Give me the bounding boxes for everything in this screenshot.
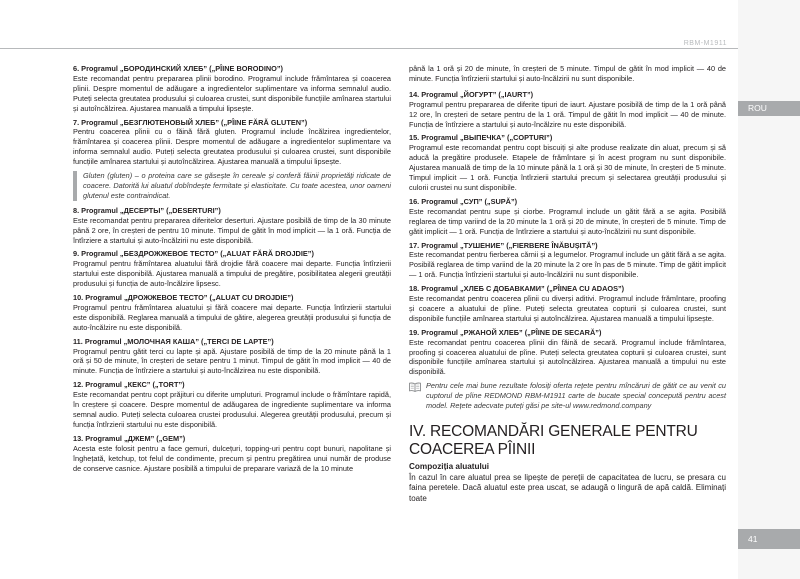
note-bar [73, 171, 77, 201]
book-icon [409, 382, 421, 392]
program-title: 11. Programul „МОЛОЧНАЯ КАША” („TERCI DE LAPTE”) [73, 336, 274, 346]
program-section [73, 434, 391, 474]
recipe-note [409, 381, 726, 411]
program-body: Este recomandat pentru prepararea diferitelor deserturi. Ajustare posibilă de timp de la 30 minute până 2 ore, în creșteri de pentru 10 minute. Timpul de gătit în mod implicit — la 1 oră. Funcția de întîrziere a startului și auto-încălzirii nu este disponibilă. [73, 215, 391, 245]
left-column [73, 64, 391, 477]
program-body: Este recomandat pentru coacerea pîinii din făină de secară. Programul include frămîntarea, proofing și coacerea aluatului de pîine. Puteți selecta greutatea copturii și culoarea crustei, sunt disponibile funcțiile amînarea startului și autoîncălzirea. Ajustarea manuală a timpului nu este disponibilă. [409, 337, 726, 377]
right-column [409, 64, 726, 504]
program-body: Este recomandat pentru fierberea cărnii și a legumelor. Programul include un gătit fără a se agita. Posibilă reglarea de timp variind de la 20 minute la 2 ore în pas de 5 minute. Timp de gătit implicit — 1 oră. Funcția întîrzierii startului și auto-încălzirii nu sunt disponibile. [409, 250, 726, 280]
program-section [73, 337, 391, 377]
program-body: Programul pentru frămîntarea aluatului și fără coacere mai departe. Funcția întîrzierii startului este disponibilă. Reglarea manuală a timpului de gătire, alegerea greutății produsului și funcția de auto-încălzire nu este disponibilă. [73, 302, 391, 332]
program-section [73, 64, 391, 114]
recipe-note-text: Pentru cele mai bune rezultate folosiți oferta rețete pentru mîncăruri de gătit ce au venit cu cuptorul de pîine REDMOND RBM-M1911 carte de bucate special concepută pentru acest model. Rețete adecvate puteți găsi pe site-ul www.redmond.company [426, 381, 726, 411]
subheading: Compoziția aluatului [409, 462, 490, 471]
language-tab: ROU [738, 101, 800, 116]
program-title: 17. Programul „ТУШЕНИЕ” („FIERBERE ÎNĂBUȘITĂ”) [409, 240, 598, 250]
program-section [73, 118, 391, 168]
program-section [409, 197, 726, 237]
program-title: 18. Programul „ХЛЕБ С ДОБАВКАМИ” („PÎINEA CU ADAOS”) [409, 284, 625, 294]
program-body: Programul pentru frămîntarea aluatului fără drojdie fără coacere mai departe. Funcția întîrzierii startului este disponibilă. Ajustarea manuală a timpului de pregătire, posibilitatea alegerii greutății produsului și funcția de auto-încălzire lipsesc. [73, 259, 391, 289]
program-section [73, 380, 391, 430]
gluten-note-text: Gluten (gluten) – o proteina care se găsește în cereale și conferă făinii proprietăți ridicate de coacere. Datorită lui aluatul dobîndește fermitate și elasticitate. Cu toate acestea, unor oameni glutenul este contraindicat. [83, 171, 391, 200]
program-body: Este recomandat pentru supe și ciorbe. Programul include un gătit fără a se agita. Posibilă reglarea de timp variind de la 20 minute la 1 oră și 20 de minute, în creșteri de 5 minute. Timp de gătit implicit — 1 oră. Funcția de întîrziere a startului și auto-încălzirii nu sunt disponibile. [409, 206, 726, 236]
program-body: Programul pentru gătit terci cu lapte și apă. Ajustare posibilă de timp de la 20 minute până la 1 oră și 50 de minute, în creșteri de setare pentru 1 minut. Timpul de gătit în mod implicit — 40 de minute. Funcția de întîrziere a startului și auto-încălzirea nu este disponibilă. [73, 346, 391, 376]
program-title: 15. Programul „ВЫПЕЧКА” („COPTURI”) [409, 133, 553, 143]
program-title: 19. Programul „РЖАНОЙ ХЛЕБ” („PÎINE DE SECARĂ”) [409, 327, 602, 337]
program-title: 14. Programul „ЙОГУРТ” („IAURT”) [409, 89, 534, 99]
program-body: Programul este recomandat pentru copt biscuiți și alte produse realizate din aluat, precum și să aducă la pregătire produsele. Etapele de frămîntare și în acest program nu sunt disponibile. Ajustarea manuală de timp de la 10 minute până la 1 oră și 30 de minute, în creșteri de 5 minute. Timpul implicit — 1 oră. Funcția întîrzierii startului precum și selectarea greutății produsului și culorii crustei nu sunt disponibile. [409, 143, 726, 192]
program-section [409, 133, 726, 192]
program-body: Este recomandat pentru prepararea pîinii borodino. Programul include frămîntarea și coacerea pîinii. Despre momentul de adăugare a ingredientelor suplimentare va informa semnalul audio. Puteți selecta greutatea produsului și culoarea crustei, sunt disponibile funcțiile amînarea startului și autoîncălzirea. Ajustarea manuală a timpului lipsește. [73, 73, 391, 113]
program-body: Acesta este folosit pentru a face gemuri, dulcețuri, topping-uri pentru copt bunuri, napolitane și înghețată, ketchup, tot felul de condimente, precum și pentru pregătirea unui număr de produse de conserve casnice. Ajustare posibilă a timpului de preparare variază de la 10 minute [73, 443, 391, 473]
program-section [409, 328, 726, 378]
program-section [73, 249, 391, 289]
program-section [409, 90, 726, 130]
program-body: Este recomandat pentru coacerea pîinii cu diverși aditivi. Programul include frămîntare, proofing și coacere a aluatului de pîine. Puteți selecta greutatea copturii și culoarea crustei, sunt disponibile funcțiile amînarea startului și autoîncălzirea. Ajustarea manuală a timpului lipsește. [409, 294, 726, 323]
program-section [409, 241, 726, 281]
section-heading: IV. RECOMANDĂRI GENERALE PENTRU COACEREA PÎINII [409, 423, 698, 458]
program-section [73, 293, 391, 333]
side-margin [738, 0, 800, 579]
program-title: 12. Programul „КЕКС” („TORT”) [73, 380, 185, 390]
program-title: 16. Programul „СУП” („SUPĂ”) [409, 196, 518, 206]
program-title: 8. Programul „ДЕСЕРТЫ” („DESERTURI”) [73, 205, 221, 215]
header-rule [0, 48, 738, 49]
program-title: 6. Programul „БОРОДИНСКИЙ ХЛЕБ” („PÎINE BORODINO”) [73, 64, 283, 73]
program-title: 13. Programul „ДЖЕМ” („GEM”) [73, 433, 186, 443]
program-body: Este recomandat pentru copt prăjituri cu diferite umpluturi. Programul include o frămîntare rapidă, în creștere și coacere. Despre momentul de adăugarea de ingrediente suplimentare va informa semnal audio. Puteți selecta culoarea crustei produsului. Alegerea greutății produsului, precum și funcția întîrzierii startului nu este disponibilă. [73, 390, 391, 429]
last-paragraph: În cazul în care aluatul prea se lipește de pereții de capacitatea de lucru, se presara cu faina peretele. Dacă aluatul este prea uscat, se adaugă o lingură de apă caldă. Eliminați toate [409, 472, 726, 503]
program-body: Programul pentru prepararea de diferite tipuri de iaurt. Ajustare posibilă de timp de la 1 oră până 12 ore, în creșteri de setare pentru de la 1 oră. Timpul de gătit în mod implicit — 40 de minute. Funcția de întîrziere a startului și auto-încălzire nu este disponibilă. [409, 99, 726, 129]
page-number: 41 [738, 529, 800, 549]
program-title: 7. Programul „БЕЗГЛЮТЕНОВЫЙ ХЛЕБ” („PÎINE FĂRĂ GLUTEN”) [73, 117, 308, 127]
program-body: Pentru coacerea pîinii cu o făină fără gluten. Programul include încălzirea ingredientelor, frămîntarea și coacerea pîinii. Despre momentul de adăugare a ingredientelor suplimentare va informa semnalul audio. Puteți selecta greutatea produsului și culoarea crustei, sunt disponibile funcțiile amînarea startului și autoîncălzirea. Ajustarea manuală a timpului lipsește. [73, 127, 391, 167]
program-title: 9. Programul „БЕЗДРОЖЖЕВОЕ ТЕСТО” („ALUAT FĂRĂ DROJDIE”) [73, 249, 314, 259]
program-section [73, 206, 391, 246]
model-number: RBM-M1911 [683, 40, 727, 47]
program-title: 10. Programul „ДРОЖЖЕВОЕ ТЕСТО” („ALUAT CU DROJDIE”) [73, 293, 294, 303]
continued-text: până la 1 oră și 20 de minute, în creșteri de 5 minute. Timpul de gătit în mod implicit — 40 de minute. Funcția întîrzierii startului și auto-încălzirii nu sunt disponibile. [409, 64, 726, 83]
program-section [409, 284, 726, 324]
gluten-note [73, 171, 391, 201]
